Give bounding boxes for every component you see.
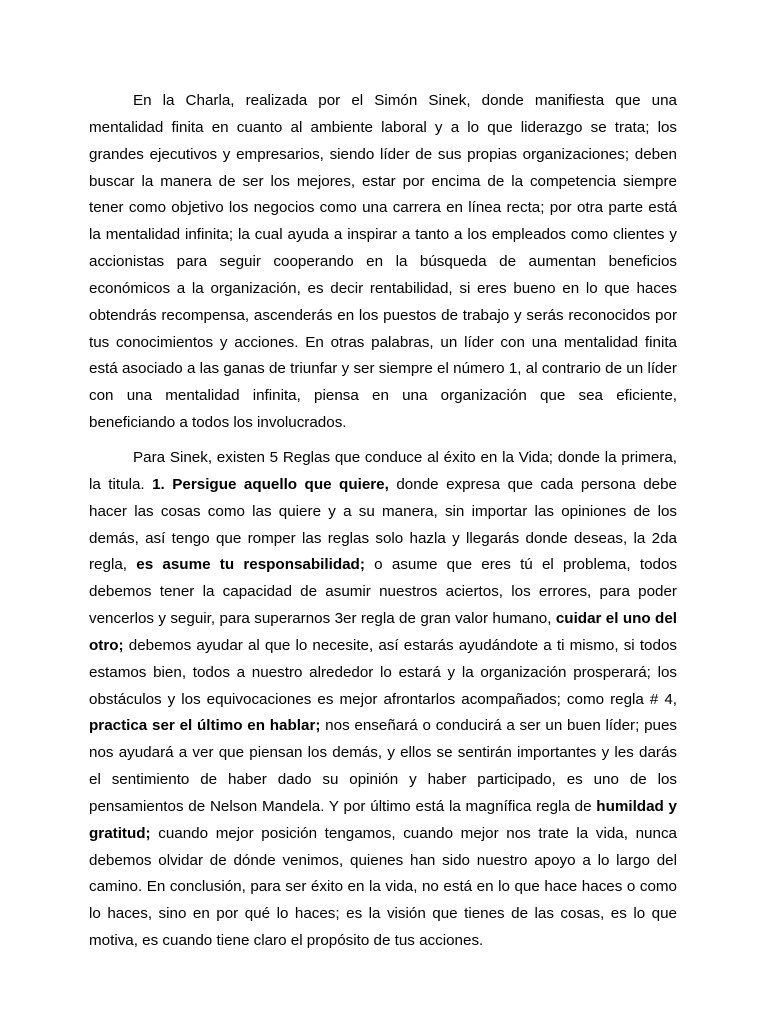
paragraph-1 — [89, 88, 677, 437]
paragraph-2-text: Para Sinek, existen 5 Reglas que conduce al éxito en la Vida; donde la primera, la titula. — [89, 448, 677, 493]
paragraph-2 — [89, 445, 677, 955]
paragraph-2-text: debemos ayudar al que lo necesite, así estarás ayudándote a ti mismo, si todos estamos bien, todos a nuestro alrededor lo estará y la organización prosperará; los obstáculos y los equivocaciones es mejor afrontarlos acompañados; como regla # 4, — [89, 636, 677, 708]
paragraph-2-text: o asume que eres tú el problema, todos debemos tener la capacidad de asumir nuestros aciertos, los errores, para poder vencerlos y seguir, para superarnos 3er regla de gran valor humano, — [89, 556, 677, 628]
paragraph-2-text: nos enseñará o conducirá a ser un buen líder; pues nos ayudará a ver que piensan los demás, y ellos se sentirán importantes y les darás el sentimiento de haber dado su opinión y haber participado, es uno de los pensamientos de Nelson Mandela. Y por último está la magnífica regla de — [89, 717, 678, 815]
rule-5-heading: humildad y gratitud; — [89, 797, 677, 842]
paragraph-2-text: donde expresa que cada persona debe hacer las cosas como las quiere y a su manera, sin importar las opiniones de los demás, así tengo que romper las reglas solo hazla y llegarás donde deseas, la 2da regla, — [89, 475, 678, 574]
rule-3-heading: cuidar el uno del otro; — [89, 610, 677, 654]
rule-4-heading: practica ser el último en hablar; — [89, 717, 321, 735]
rule-2-heading: es asume tu responsabilidad; — [136, 556, 365, 574]
paragraph-1-text: En la Charla, realizada por el Simón Sinek, donde manifiesta que una mentalidad finita en cuanto al ambiente laboral y a lo que liderazgo se trata; los grandes ejecutivos y empresarios, siendo líder de sus propias organizaciones; deben buscar la manera de ser los mejores, estar por encima de la competencia siempre tener como objetivo los negocios como una carrera en línea recta; por otra parte está la mentalidad infinita; la cual ayuda a inspirar a tanto a los empleados como clientes y accionistas para seguir cooperando en la búsqueda de aumentan beneficios económicos a la organización, es decir rentabilidad, si eres bueno en lo que haces obtendrás recompensa, ascenderás en los puestos de trabajo y serás reconocidos por tus conocimientos y acciones. En otras palabras, un líder con una mentalidad finita está asociado a las ganas de triunfar y ser siempre el número 1, al contrario de un líder con una mentalidad infinita, piensa en una organización que sea eficiente, beneficiando a todos los involucrados. — [89, 92, 677, 432]
document-page — [89, 88, 677, 955]
rule-1-heading: 1. Persigue aquello que quiere, — [152, 475, 389, 493]
paragraph-2-text: cuando mejor posición tengamos, cuando mejor nos trate la vida, nunca debemos olvidar de dónde venimos, quienes han sido nuestro apoyo a lo largo del camino. En conclusión, para ser éxito en la vida, no está en lo que hace haces o como lo haces, sino en por qué lo haces; es la visión que tienes de las cosas, es lo que motiva, es cuando tiene claro el propósito de tus acciones. — [89, 824, 677, 950]
